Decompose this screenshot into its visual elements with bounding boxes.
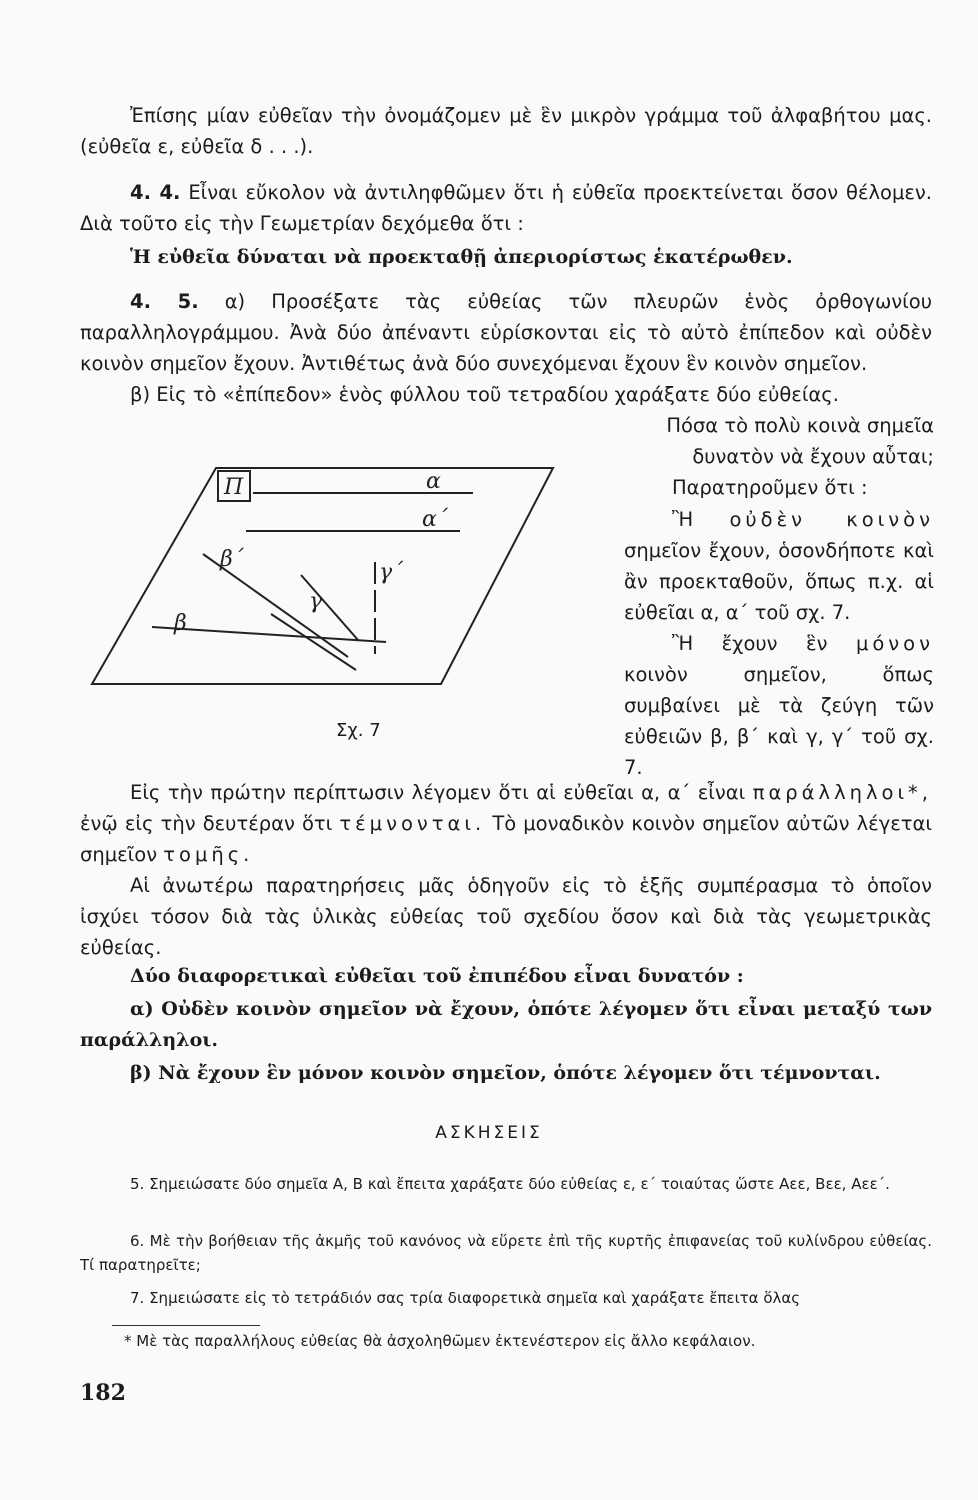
footnote: * Μὲ τὰς παραλλήλους εὐθείας θὰ ἀσχοληθῶμεν ἐκτενέστερον εἰς ἄλλο κεφάλαιον. [124,1332,756,1350]
section-4-4-text: Εἶναι εὔκολον νὰ ἀντιληφθῶμεν ὅτι ἡ εὐθεῖα προεκτείνεται ὅσον θέλομεν. Διὰ τοῦτο εἰς τὴν Γεωμετρίαν δεχόμεθα ὅτι : [80,181,932,235]
section-4-5-paragraph [80,286,932,379]
section-4-4-paragraph [80,177,932,239]
exercise-7: 7. Σημειώσατε εἰς τὸ τετράδιόν σας τρία διαφορετικὰ σημεῖα καὶ χαράξατε ἔπειτα ὅλας [130,1289,801,1307]
section-4-5-text: α) Προσέξατε τὰς εὐθείας τῶν πλευρῶν ἑνὸς ὀρθογωνίου παραλληλογράμμου. Ἀνὰ δύο ἀπέναντι εὑρίσκονται εἰς τὸ αὐτὸ ἐπίπεδον καὶ οὐδὲν κοινὸν σημεῖον ἔχουν. Ἀντιθέτως ἀνὰ δύο συνεχόμεναι ἔχουν ἓν κοινὸν σημεῖον. [80,290,932,375]
rule-b: β) Νὰ ἔχουν ἓν μόνον κοινὸν σημεῖον, ὁπότε λέγομεν ὅτι τέμνονται. [130,1062,881,1084]
label-g-prime: γ΄ [379,560,404,585]
page-number: 182 [80,1380,126,1406]
label-a: α [426,469,441,494]
case-1-emphasis: οὐδὲν κοινὸν [729,508,934,531]
intro-paragraph: Ἐπίσης μίαν εὐθεῖαν τὴν ὀνομάζομεν μὲ ἓν μικρὸν γράμμα τοῦ ἀλφαβήτου μας. (εὐθεῖα ε, εὐθεῖα δ . . .). [80,104,932,158]
parallel-text-3: Τὸ μοναδικὸν κοινὸν σημεῖον αὐτῶν λέγεται σημεῖον [80,812,932,866]
line-b [152,627,386,642]
label-b-prime: β΄ [220,547,244,572]
figure-7 [88,462,566,702]
conclusion-paragraph: Αἱ ἀνωτέρω παρατηρήσεις μᾶς ὁδηγοῦν εἰς τὸ ἑξῆς συμπέρασμα τὸ ὁποῖον ἰσχύει τόσον διὰ τὰς ὑλικὰς εὐθείας τοῦ σχεδίου ὅσον καὶ διὰ τὰς γεωμετρικὰς εὐθείας. [80,874,932,959]
plane-parallelogram [92,468,553,684]
case-2-text: κοινὸν σημεῖον, ὅπως συμβαίνει μὲ τὰ ζεύγη τῶν εὐθειῶν β, β΄ καὶ γ, γ΄ τοῦ σχ. 7. [624,663,934,779]
side-observation: Παρατηροῦμεν ὅτι : [672,476,868,499]
term-intersect: τέμνονται. [339,812,486,835]
term-parallel: παράλληλοι*, [752,781,932,804]
case-2-lead: Ἢ ἔχουν ἓν [672,632,828,655]
parallel-text-1: Εἰς τὴν πρώτην περίπτωσιν λέγομεν ὅτι αἱ εὐθεῖαι α, α΄ εἶναι [130,781,746,804]
label-a-prime: α΄ [422,507,448,532]
case-1-text: σημεῖον ἔχουν, ὁσονδήποτε καὶ ἂν προεκταθοῦν, ὅπως π.χ. αἱ εὐθεῖαι α, α΄ τοῦ σχ. 7. [624,539,934,624]
label-g: γ [309,589,323,614]
side-case-1 [624,504,934,628]
section-4-4-statement: Ἡ εὐθεῖα δύναται νὰ προεκταθῇ ἀπεριορίστως ἑκατέρωθεν. [130,246,793,268]
footnote-rule [112,1325,260,1326]
exercise-6: 6. Μὲ τὴν βοήθειαν τῆς ἀκμῆς τοῦ κανόνος νὰ εὕρετε ἐπὶ τῆς κυρτῆς ἐπιφανείας τοῦ κυλίνδρου εὐθείας. Τί παρατηρεῖτε; [80,1232,932,1274]
case-2-emphasis: μόνον [855,632,935,655]
side-case-2 [624,628,934,783]
section-4-4-number: 4. 4. [130,181,181,204]
section-4-5-beta: β) Εἰς τὸ «ἐπίπεδον» ἑνὸς φύλλου τοῦ τετραδίου χαράξατε δύο εὐθείας. [130,383,839,406]
label-b: β [174,611,187,636]
rule-a: α) Οὐδὲν κοινὸν σημεῖον νὰ ἔχουν, ὁπότε λέγομεν ὅτι εἶναι μεταξύ των παράλληλοι. [80,998,932,1051]
exercises-heading: ΑΣΚΗΣΕΙΣ [435,1123,543,1143]
case-1-lead: Ἢ [672,508,694,531]
parallel-paragraph [80,777,932,870]
plane-label: Π [224,475,244,500]
parallel-text-2: ἐνῷ εἰς τὴν δευτέραν ὅτι [80,812,333,835]
rule-title: Δύο διαφορετικαὶ εὐθεῖαι τοῦ ἐπιπέδου εἶναι δυνατόν : [130,965,744,987]
section-4-5-number: 4. 5. [130,290,199,313]
exercise-5: 5. Σημειώσατε δύο σημεῖα Α, Β καὶ ἔπειτα χαράξατε δύο εὐθείας ε, ε΄ τοιαύτας ὥστε Αεε, Βεε, Αεε΄. [130,1175,890,1193]
figure-caption: Σχ. 7 [336,720,381,741]
side-question: Πόσα τὸ πολὺ κοινὰ σημεῖα δυνατὸν νὰ ἔχουν αὗται; [666,414,934,468]
term-intersection: τομῆς. [163,843,254,866]
